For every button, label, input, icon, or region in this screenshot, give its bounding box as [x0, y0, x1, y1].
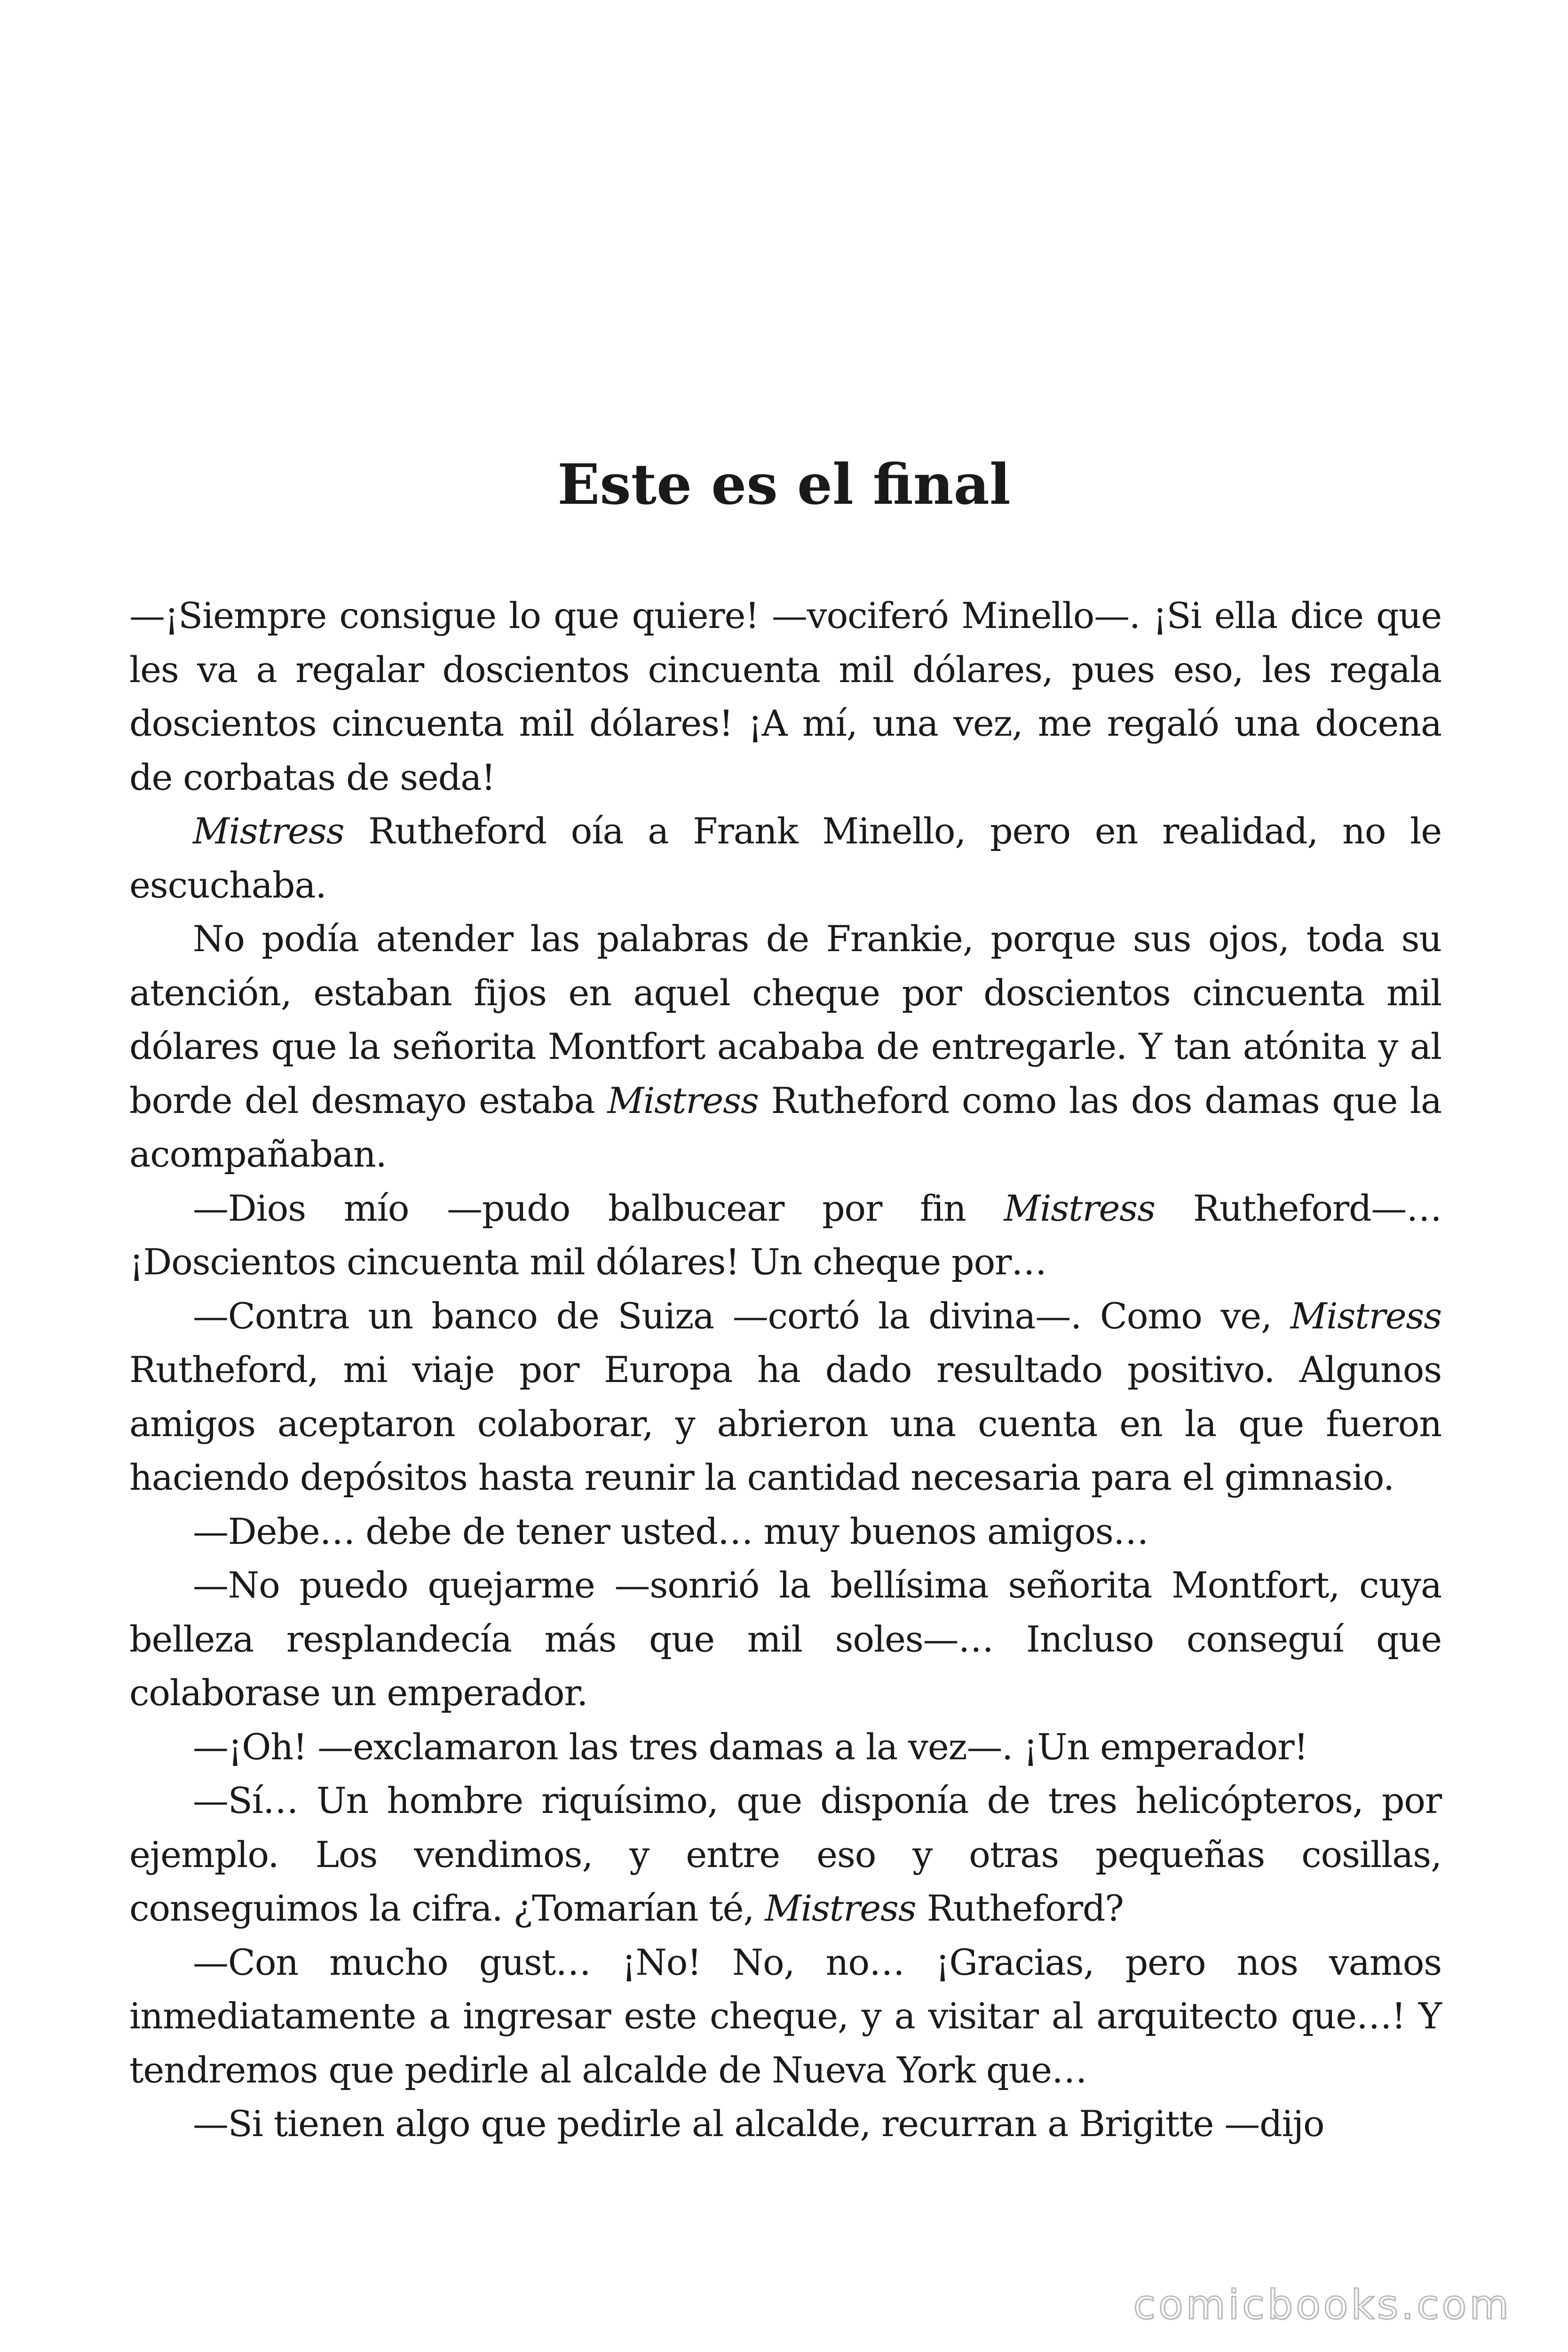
paragraph — [129, 1720, 1441, 1774]
chapter-title: Este es el final — [557, 452, 1011, 517]
text-run: Rutheford, mi viaje por Europa ha dado resultado positivo. Algunos amigos aceptaron colaborar, y abrieron una cuenta en la que fueron haciendo depósitos hasta reunir la cantidad necesaria para el gimnasio. — [129, 1349, 1441, 1498]
paragraph — [129, 912, 1441, 1182]
italic-text: Mistress — [193, 810, 344, 852]
paragraph — [129, 2097, 1441, 2151]
paragraph — [129, 804, 1441, 912]
paragraph — [129, 589, 1441, 804]
italic-text: Mistress — [607, 1079, 759, 1121]
paragraph — [129, 1505, 1441, 1559]
text-run: Rutheford? — [916, 1887, 1124, 1929]
paragraph — [129, 1774, 1441, 1936]
text-run: Rutheford oía a Frank Minello, pero en realidad, no le escuchaba. — [129, 810, 1441, 906]
italic-text: Mistress — [765, 1887, 916, 1929]
paragraph — [129, 1289, 1441, 1505]
text-run: —No puedo quejarme —sonrió la bellísima señorita Montfort, cuya belleza resplandecía más que mil soles—… Incluso conseguí que colaborase un emperador. — [129, 1564, 1441, 1714]
text-run: —Si tienen algo que pedirle al alcalde, recurran a Brigitte —dijo — [193, 2103, 1324, 2145]
watermark: comicbooks.com — [1133, 2281, 1512, 2328]
text-run: Rutheford como las dos damas que la acompañaban. — [129, 1079, 1441, 1175]
text-run: No podía atender las palabras de Frankie, porque sus ojos, toda su atención, estaban fijos en aquel cheque por doscientos cincuenta mil dólares que la señorita Montfort acababa de entregarle. Y tan atónita y al borde del desmayo estaba — [129, 918, 1441, 1121]
italic-text: Mistress — [1004, 1187, 1155, 1229]
text-run: —Debe… debe de tener usted… muy buenos amigos… — [193, 1510, 1148, 1552]
text-run: Rutheford—… ¡Doscientos cincuenta mil dólares! Un cheque por… — [129, 1187, 1441, 1283]
text-run: —Con mucho gust… ¡No! No, no… ¡Gracias, pero nos vamos inmediatamente a ingresar este cheque, y a visitar al arquitecto que…! Y tendremos que pedirle al alcalde de Nueva York que… — [129, 1941, 1441, 2091]
text-run: —Contra un banco de Suiza —cortó la divina—. Como ve, — [193, 1295, 1291, 1337]
text-run: —Dios mío —pudo balbucear por fin — [193, 1187, 1004, 1229]
paragraph — [129, 1936, 1441, 2098]
text-run: —¡Siempre consigue lo que quiere! —vociferó Minello—. ¡Si ella dice que les va a regalar doscientos cincuenta mil dólares, pues eso, les regala doscientos cincuenta mil dólares! ¡A mí, una vez, me regaló una docena de corbatas de seda! — [129, 595, 1441, 798]
text-run: —Sí… Un hombre riquísimo, que disponía de tres helicópteros, por ejemplo. Los vendimos, y entre eso y otras pequeñas cosillas, conseguimos la cifra. ¿Tomarían té, — [129, 1780, 1441, 1929]
paragraph — [129, 1182, 1441, 1289]
paragraph — [129, 1558, 1441, 1720]
text-run: —¡Oh! —exclamaron las tres damas a la vez—. ¡Un emperador! — [193, 1725, 1308, 1768]
italic-text: Mistress — [1290, 1295, 1441, 1337]
body-text — [129, 589, 1441, 2151]
